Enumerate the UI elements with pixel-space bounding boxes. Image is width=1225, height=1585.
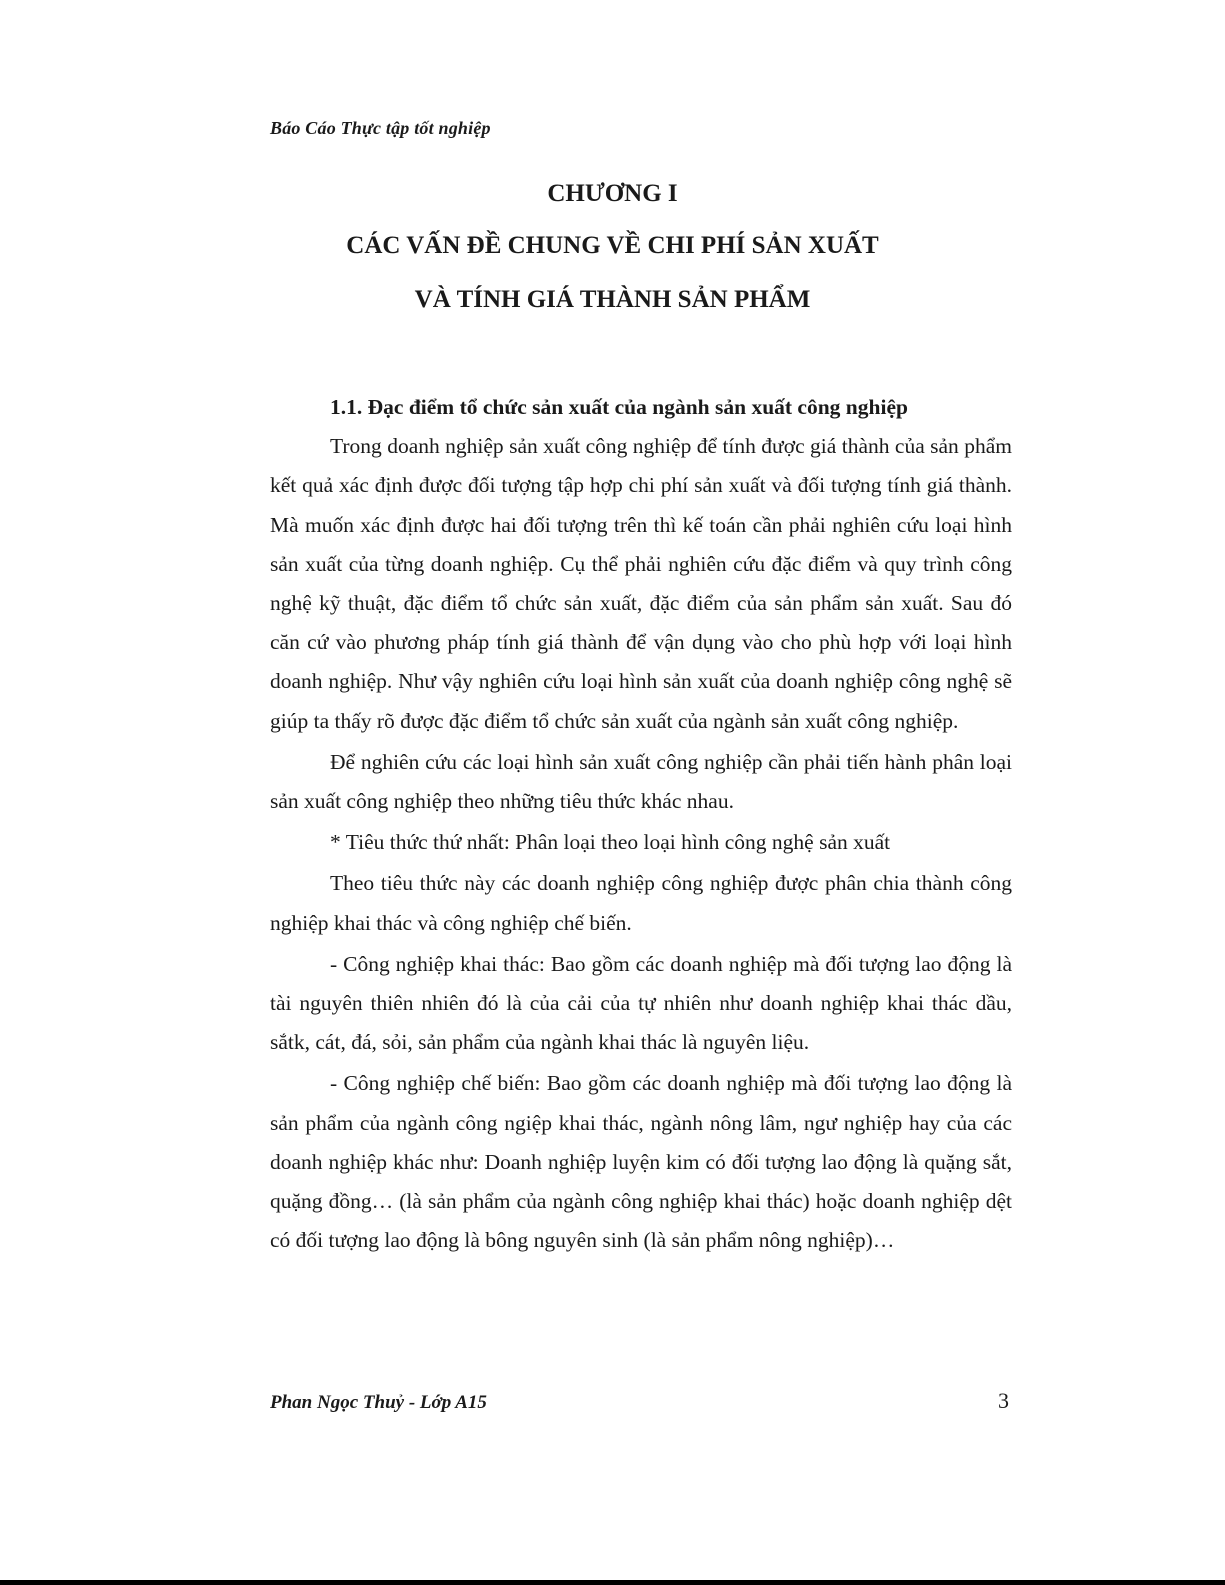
page-bottom-border: [0, 1580, 1225, 1585]
paragraph: - Công nghiệp chế biến: Bao gồm các doanh nghiệp mà đối tượng lao động là sản phẩm của ngành công ngiệp khai thác, ngành nông lâm, ngư nghiệp hay của các doanh nghiệp khác như: Doanh nghiệp luyện kim có đối tượng lao động là quặng sắt, quặng đồng… (là sản phẩm của ngành công nghiệp khai thác) hoặc doanh nghiệp dệt có đối tượng lao động là bông nguyên sinh (là sản phẩm nông nghiệp)…: [270, 1071, 1012, 1253]
footer-author: Phan Ngọc Thuỷ - Lớp A15: [270, 1392, 487, 1413]
chapter-title-line-1: CÁC VẤN ĐỀ CHUNG VỀ CHI PHÍ SẢN XUẤT: [346, 232, 879, 259]
document-body: [270, 388, 1012, 1260]
paragraph: - Công nghiệp khai thác: Bao gồm các doanh nghiệp mà đối tượng lao động là tài nguyên thiên nhiên đó là của cải của tự nhiên như doanh nghiệp khai thác dầu, sắtk, cát, đá, sỏi, sản phẩm của ngành khai thác là nguyên liệu.: [270, 951, 1012, 1055]
running-header: Báo Cáo Thực tập tốt nghiệp: [270, 118, 491, 138]
paragraph: Trong doanh nghiệp sản xuất công nghiệp để tính được giá thành của sản phẩm kết quả xác định được đối tượng tập hợp chi phí sản xuất và đối tượng tính giá thành. Mà muốn xác định được hai đối tượng trên thì kế toán cần phải nghiên cứu loại hình sản xuất của từng doanh nghiệp. Cụ thể phải nghiên cứu đặc điểm và quy trình công nghệ kỹ thuật, đặc điểm tổ chức sản xuất, đặc điểm của sản phẩm sản xuất. Sau đó căn cứ vào phương pháp tính giá thành để vận dụng vào cho phù hợp với loại hình doanh nghiệp. Như vậy nghiên cứu loại hình sản xuất của doanh nghiệp công nghệ sẽ giúp ta thấy rõ được đặc điểm tổ chức sản xuất của ngành sản xuất công nghiệp.: [270, 434, 1012, 733]
paragraph: Theo tiêu thức này các doanh nghiệp công nghiệp được phân chia thành công nghiệp khai thác và công nghiệp chế biến.: [270, 871, 1012, 935]
paragraph: Để nghiên cứu các loại hình sản xuất công nghiệp cần phải tiến hành phân loại sản xuất công nghiệp theo những tiêu thức khác nhau.: [270, 749, 1012, 814]
paragraph: * Tiêu thức thứ nhất: Phân loại theo loại hình công nghệ sản xuất: [330, 830, 891, 855]
page-number: 3: [998, 1388, 1009, 1413]
chapter-title-line-2: VÀ TÍNH GIÁ THÀNH SẢN PHẨM: [414, 286, 811, 313]
section-heading: 1.1. Đạc điểm tổ chức sản xuất của ngành sản xuất công nghiệp: [330, 395, 908, 419]
chapter-number: CHƯƠNG I: [547, 180, 678, 207]
